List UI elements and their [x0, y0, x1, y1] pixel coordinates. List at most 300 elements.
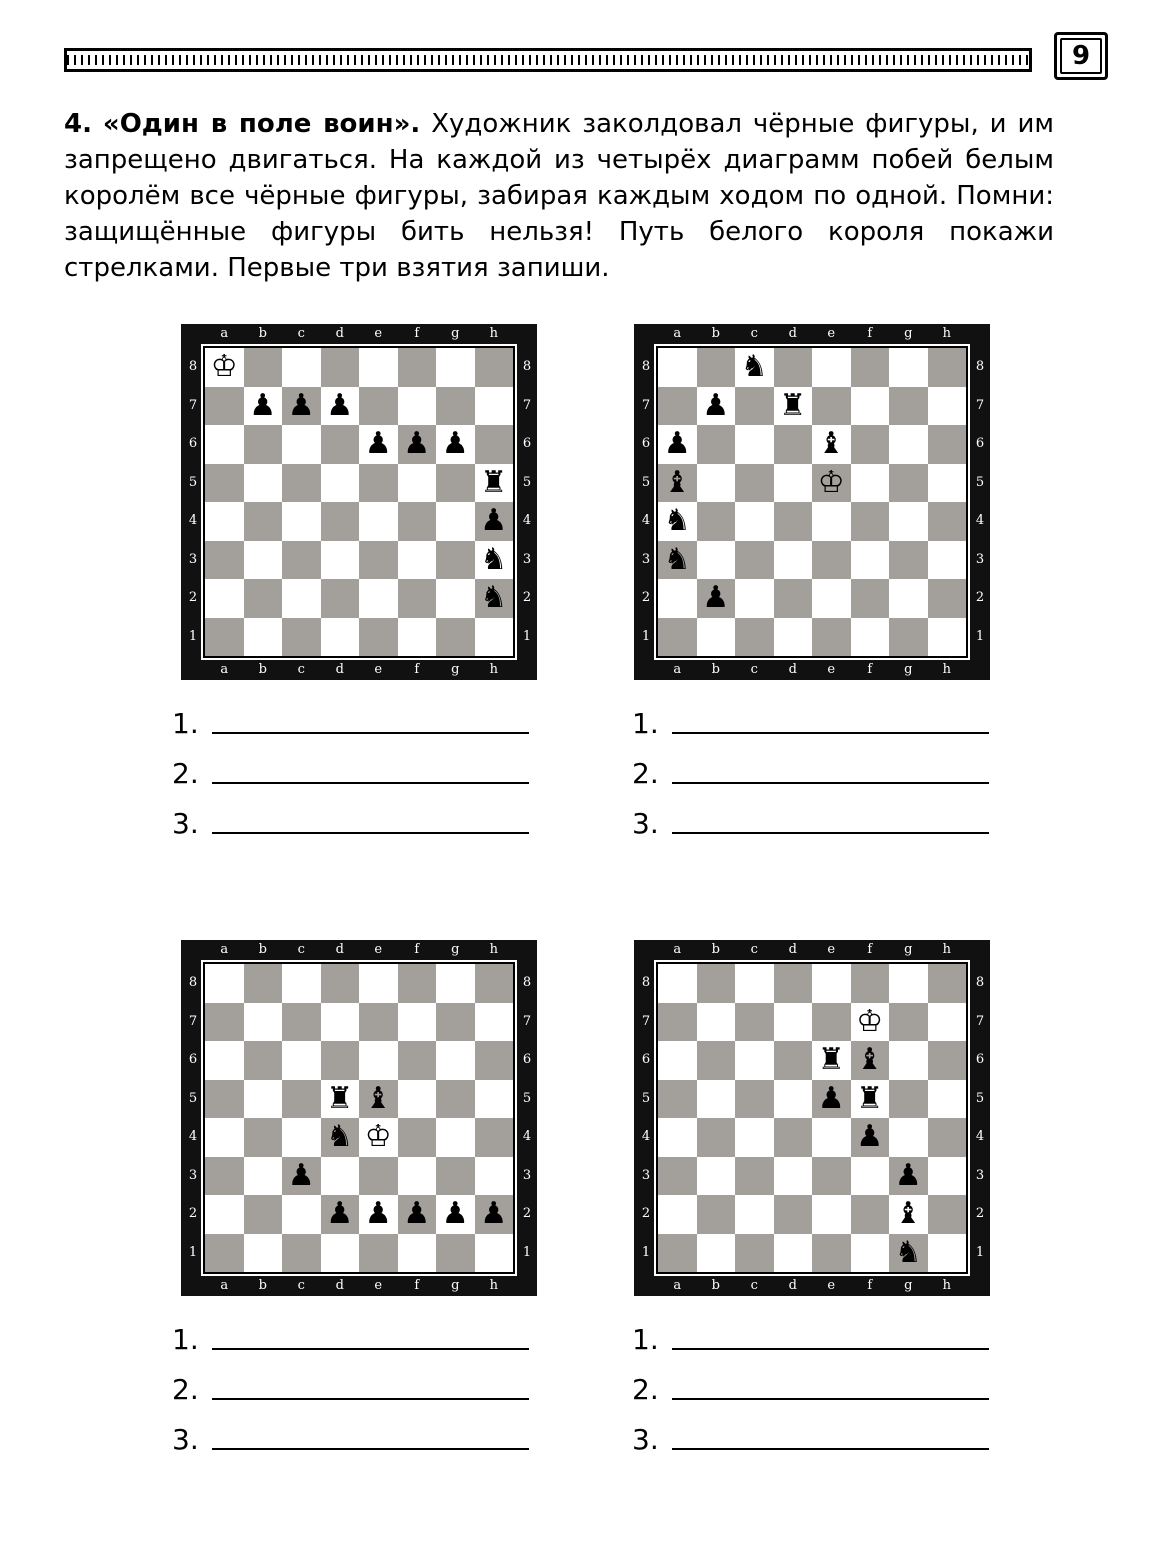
square-h8[interactable] [928, 348, 967, 387]
rank-label-8: 8 [975, 975, 985, 990]
square-d6[interactable] [321, 1041, 360, 1080]
square-e4[interactable] [812, 502, 851, 541]
square-d2[interactable] [774, 579, 813, 618]
square-f7[interactable] [851, 387, 890, 426]
file-label-g: g [904, 942, 913, 957]
square-d3[interactable] [321, 541, 360, 580]
chess-piece-icon: ♔ [817, 464, 845, 500]
square-a1[interactable] [658, 1234, 697, 1273]
square-h3[interactable] [475, 541, 514, 580]
square-f3[interactable] [851, 541, 890, 580]
square-e4[interactable] [359, 502, 398, 541]
square-h4[interactable] [928, 502, 967, 541]
square-f1[interactable] [398, 1234, 437, 1273]
square-g8[interactable] [889, 964, 928, 1003]
answer-blank[interactable] [212, 1368, 529, 1400]
square-g8[interactable] [889, 348, 928, 387]
square-g2[interactable] [889, 1195, 928, 1234]
square-g2[interactable] [436, 1195, 475, 1234]
square-d3[interactable] [774, 541, 813, 580]
square-e5[interactable] [812, 1080, 851, 1119]
square-f6[interactable] [851, 425, 890, 464]
square-d4[interactable] [321, 502, 360, 541]
square-a3[interactable] [658, 541, 697, 580]
square-b6[interactable] [697, 425, 736, 464]
square-b7[interactable] [697, 387, 736, 426]
square-f7[interactable] [398, 387, 437, 426]
square-a8[interactable] [658, 348, 697, 387]
square-g7[interactable] [436, 387, 475, 426]
square-c4[interactable] [282, 502, 321, 541]
square-g6[interactable] [889, 425, 928, 464]
square-e8[interactable] [812, 348, 851, 387]
square-h7[interactable] [928, 1003, 967, 1042]
square-h6[interactable] [475, 1041, 514, 1080]
answer-blank[interactable] [672, 752, 989, 784]
square-h7[interactable] [928, 387, 967, 426]
square-e2[interactable] [359, 1195, 398, 1234]
square-d2[interactable] [774, 1195, 813, 1234]
square-d4[interactable] [774, 1118, 813, 1157]
square-e8[interactable] [359, 348, 398, 387]
square-b3[interactable] [697, 1157, 736, 1196]
square-a4[interactable] [658, 502, 697, 541]
square-c1[interactable] [282, 1234, 321, 1273]
square-a5[interactable] [658, 464, 697, 503]
square-h4[interactable] [475, 502, 514, 541]
square-d1[interactable] [321, 1234, 360, 1273]
answer-blank[interactable] [212, 1318, 529, 1350]
square-h5[interactable] [928, 464, 967, 503]
answer-blank[interactable] [212, 752, 529, 784]
square-c4[interactable] [735, 502, 774, 541]
square-e3[interactable] [812, 1157, 851, 1196]
square-c1[interactable] [735, 1234, 774, 1273]
square-f2[interactable] [851, 1195, 890, 1234]
answer-number: 1. [632, 1323, 659, 1356]
square-g7[interactable] [889, 1003, 928, 1042]
rank-label-1: 1 [188, 1244, 198, 1260]
square-a5[interactable] [205, 464, 244, 503]
square-d7[interactable] [321, 1003, 360, 1042]
rank-label-5: 5 [641, 1090, 651, 1106]
square-g3[interactable] [889, 1157, 928, 1196]
square-c6[interactable] [735, 425, 774, 464]
square-c7[interactable] [282, 1003, 321, 1042]
square-g4[interactable] [436, 502, 475, 541]
square-c3[interactable] [282, 541, 321, 580]
square-h5[interactable] [475, 464, 514, 503]
square-e5[interactable] [359, 1080, 398, 1119]
square-f3[interactable] [851, 1157, 890, 1196]
rank-label-5: 5 [522, 1090, 532, 1106]
square-a8[interactable] [205, 964, 244, 1003]
square-e1[interactable] [812, 1234, 851, 1273]
square-c8[interactable] [282, 348, 321, 387]
square-e3[interactable] [359, 541, 398, 580]
file-label-f: f [414, 942, 420, 957]
answer-blank[interactable] [672, 702, 989, 734]
rank-label-6: 6 [188, 436, 198, 451]
square-e7[interactable] [359, 387, 398, 426]
chess-piece-icon: ♞ [894, 1234, 922, 1270]
square-c7[interactable] [282, 387, 321, 426]
square-f7[interactable] [398, 1003, 437, 1042]
square-c8[interactable] [282, 964, 321, 1003]
square-h7[interactable] [475, 1003, 514, 1042]
answer-number: 2. [632, 1373, 659, 1406]
square-f2[interactable] [398, 1195, 437, 1234]
square-f6[interactable] [398, 425, 437, 464]
square-b3[interactable] [244, 541, 283, 580]
answer-blank[interactable] [212, 702, 529, 734]
answer-line [632, 1356, 989, 1406]
square-c3[interactable] [735, 541, 774, 580]
square-c1[interactable] [282, 618, 321, 657]
square-b1[interactable] [697, 1234, 736, 1273]
square-g1[interactable] [889, 618, 928, 657]
square-b3[interactable] [697, 541, 736, 580]
square-b2[interactable] [244, 579, 283, 618]
square-h3[interactable] [928, 1157, 967, 1196]
square-f4[interactable] [398, 502, 437, 541]
square-c5[interactable] [735, 1080, 774, 1119]
square-f8[interactable] [398, 348, 437, 387]
square-f2[interactable] [851, 579, 890, 618]
square-a3[interactable] [205, 1157, 244, 1196]
square-d5[interactable] [321, 464, 360, 503]
square-e1[interactable] [812, 618, 851, 657]
square-g1[interactable] [436, 1234, 475, 1273]
square-c8[interactable] [735, 964, 774, 1003]
square-f5[interactable] [851, 1080, 890, 1119]
square-f2[interactable] [398, 579, 437, 618]
square-a6[interactable] [205, 1041, 244, 1080]
square-g8[interactable] [436, 964, 475, 1003]
square-e7[interactable] [812, 387, 851, 426]
square-c2[interactable] [735, 1195, 774, 1234]
square-f3[interactable] [398, 541, 437, 580]
square-c3[interactable] [282, 1157, 321, 1196]
square-a6[interactable] [658, 1041, 697, 1080]
square-c5[interactable] [735, 464, 774, 503]
square-d4[interactable] [774, 502, 813, 541]
square-e2[interactable] [812, 579, 851, 618]
square-a5[interactable] [658, 1080, 697, 1119]
square-d1[interactable] [774, 1234, 813, 1273]
square-g3[interactable] [889, 541, 928, 580]
square-c2[interactable] [282, 1195, 321, 1234]
square-g7[interactable] [889, 387, 928, 426]
square-a3[interactable] [658, 1157, 697, 1196]
square-c6[interactable] [735, 1041, 774, 1080]
square-d5[interactable] [774, 464, 813, 503]
square-g4[interactable] [436, 1118, 475, 1157]
square-e5[interactable] [359, 464, 398, 503]
answer-number: 3. [172, 1423, 199, 1456]
square-b1[interactable] [244, 1234, 283, 1273]
square-f6[interactable] [851, 1041, 890, 1080]
square-c6[interactable] [282, 425, 321, 464]
square-h4[interactable] [475, 1118, 514, 1157]
answer-blank[interactable] [212, 1418, 529, 1450]
square-h7[interactable] [475, 387, 514, 426]
square-b5[interactable] [244, 464, 283, 503]
square-b4[interactable] [697, 1118, 736, 1157]
square-e6[interactable] [359, 1041, 398, 1080]
square-e3[interactable] [812, 541, 851, 580]
square-b6[interactable] [697, 1041, 736, 1080]
square-a7[interactable] [658, 1003, 697, 1042]
square-f8[interactable] [398, 964, 437, 1003]
square-a2[interactable] [205, 1195, 244, 1234]
square-a4[interactable] [205, 502, 244, 541]
square-h1[interactable] [475, 1234, 514, 1273]
square-b4[interactable] [697, 502, 736, 541]
square-g6[interactable] [436, 1041, 475, 1080]
square-a1[interactable] [205, 618, 244, 657]
square-b2[interactable] [697, 1195, 736, 1234]
square-c8[interactable] [735, 348, 774, 387]
square-g3[interactable] [436, 541, 475, 580]
square-b5[interactable] [244, 1080, 283, 1119]
square-e6[interactable] [812, 425, 851, 464]
square-h1[interactable] [928, 1234, 967, 1273]
square-f8[interactable] [851, 964, 890, 1003]
square-f8[interactable] [851, 348, 890, 387]
square-f4[interactable] [851, 502, 890, 541]
square-e6[interactable] [359, 425, 398, 464]
square-h4[interactable] [928, 1118, 967, 1157]
square-f5[interactable] [398, 1080, 437, 1119]
square-c1[interactable] [735, 618, 774, 657]
square-f1[interactable] [398, 618, 437, 657]
square-b4[interactable] [244, 1118, 283, 1157]
square-h6[interactable] [928, 1041, 967, 1080]
answer-blank[interactable] [672, 802, 989, 834]
square-c7[interactable] [735, 1003, 774, 1042]
chess-piece-icon: ♜ [817, 1042, 845, 1078]
board-grid [205, 964, 513, 1272]
square-h2[interactable] [475, 579, 514, 618]
square-d8[interactable] [774, 964, 813, 1003]
square-b6[interactable] [244, 425, 283, 464]
square-d1[interactable] [321, 618, 360, 657]
square-b8[interactable] [244, 348, 283, 387]
square-c4[interactable] [282, 1118, 321, 1157]
square-d1[interactable] [774, 618, 813, 657]
square-b5[interactable] [697, 464, 736, 503]
square-e4[interactable] [812, 1118, 851, 1157]
square-g5[interactable] [889, 464, 928, 503]
square-a6[interactable] [205, 425, 244, 464]
square-e2[interactable] [812, 1195, 851, 1234]
file-label-a: a [220, 942, 229, 957]
square-g1[interactable] [436, 618, 475, 657]
square-h6[interactable] [928, 425, 967, 464]
square-e2[interactable] [359, 579, 398, 618]
square-h2[interactable] [928, 1195, 967, 1234]
answer-number: 1. [632, 707, 659, 740]
square-g2[interactable] [889, 579, 928, 618]
square-d8[interactable] [321, 348, 360, 387]
square-g6[interactable] [889, 1041, 928, 1080]
chess-piece-icon: ♟ [364, 426, 392, 462]
square-a8[interactable] [658, 964, 697, 1003]
square-g7[interactable] [436, 1003, 475, 1042]
square-b8[interactable] [244, 964, 283, 1003]
answer-blank[interactable] [672, 1318, 989, 1350]
square-e6[interactable] [812, 1041, 851, 1080]
file-label-a: a [673, 942, 682, 957]
square-b1[interactable] [697, 618, 736, 657]
square-b5[interactable] [697, 1080, 736, 1119]
square-a3[interactable] [205, 541, 244, 580]
square-f5[interactable] [398, 464, 437, 503]
square-f7[interactable] [851, 1003, 890, 1042]
square-d2[interactable] [321, 1195, 360, 1234]
rank-label-4: 4 [188, 513, 198, 528]
square-f5[interactable] [851, 464, 890, 503]
square-h6[interactable] [475, 425, 514, 464]
square-a2[interactable] [658, 579, 697, 618]
square-a2[interactable] [658, 1195, 697, 1234]
square-b2[interactable] [697, 579, 736, 618]
square-d5[interactable] [321, 1080, 360, 1119]
square-d6[interactable] [774, 425, 813, 464]
square-b6[interactable] [244, 1041, 283, 1080]
square-g1[interactable] [889, 1234, 928, 1273]
answer-blank[interactable] [212, 802, 529, 834]
square-a6[interactable] [658, 425, 697, 464]
square-h1[interactable] [928, 618, 967, 657]
square-g5[interactable] [436, 1080, 475, 1119]
square-a1[interactable] [658, 618, 697, 657]
answer-blank[interactable] [672, 1418, 989, 1450]
square-c7[interactable] [735, 387, 774, 426]
rank-label-8: 8 [188, 975, 198, 990]
square-h5[interactable] [928, 1080, 967, 1119]
square-a7[interactable] [658, 387, 697, 426]
square-f3[interactable] [398, 1157, 437, 1196]
square-g3[interactable] [436, 1157, 475, 1196]
square-c5[interactable] [282, 464, 321, 503]
square-e8[interactable] [812, 964, 851, 1003]
square-g8[interactable] [436, 348, 475, 387]
square-c2[interactable] [735, 579, 774, 618]
rank-label-4: 4 [975, 513, 985, 528]
square-d7[interactable] [774, 1003, 813, 1042]
square-b1[interactable] [244, 618, 283, 657]
square-g6[interactable] [436, 425, 475, 464]
square-d3[interactable] [321, 1157, 360, 1196]
square-b2[interactable] [244, 1195, 283, 1234]
square-e7[interactable] [812, 1003, 851, 1042]
square-g4[interactable] [889, 502, 928, 541]
square-b7[interactable] [244, 1003, 283, 1042]
square-f1[interactable] [851, 618, 890, 657]
square-d3[interactable] [774, 1157, 813, 1196]
chess-board-1 [181, 324, 537, 680]
square-a8[interactable] [205, 348, 244, 387]
square-d7[interactable] [321, 387, 360, 426]
chess-piece-icon: ♞ [480, 541, 508, 577]
square-c5[interactable] [282, 1080, 321, 1119]
file-label-f: f [867, 1278, 873, 1293]
square-c4[interactable] [735, 1118, 774, 1157]
square-f1[interactable] [851, 1234, 890, 1273]
square-h1[interactable] [475, 618, 514, 657]
square-h8[interactable] [475, 964, 514, 1003]
square-b3[interactable] [244, 1157, 283, 1196]
square-b8[interactable] [697, 348, 736, 387]
square-d6[interactable] [321, 425, 360, 464]
rank-label-4: 4 [522, 1129, 532, 1144]
square-e1[interactable] [359, 618, 398, 657]
square-d7[interactable] [774, 387, 813, 426]
square-g4[interactable] [889, 1118, 928, 1157]
answer-blank[interactable] [672, 1368, 989, 1400]
chess-piece-icon: ♟ [326, 387, 354, 423]
square-a4[interactable] [658, 1118, 697, 1157]
square-e4[interactable] [359, 1118, 398, 1157]
square-a5[interactable] [205, 1080, 244, 1119]
square-e7[interactable] [359, 1003, 398, 1042]
square-d8[interactable] [774, 348, 813, 387]
square-b7[interactable] [244, 387, 283, 426]
square-a1[interactable] [205, 1234, 244, 1273]
square-f4[interactable] [398, 1118, 437, 1157]
square-a7[interactable] [205, 387, 244, 426]
chess-piece-icon: ♟ [364, 1196, 392, 1232]
square-c3[interactable] [735, 1157, 774, 1196]
square-h5[interactable] [475, 1080, 514, 1119]
square-f4[interactable] [851, 1118, 890, 1157]
square-g2[interactable] [436, 579, 475, 618]
square-h3[interactable] [928, 541, 967, 580]
square-d4[interactable] [321, 1118, 360, 1157]
square-h8[interactable] [928, 964, 967, 1003]
square-h3[interactable] [475, 1157, 514, 1196]
rank-label-2: 2 [641, 1206, 651, 1221]
square-d8[interactable] [321, 964, 360, 1003]
square-b4[interactable] [244, 502, 283, 541]
square-d5[interactable] [774, 1080, 813, 1119]
square-b7[interactable] [697, 1003, 736, 1042]
square-g5[interactable] [436, 464, 475, 503]
square-c6[interactable] [282, 1041, 321, 1080]
square-a7[interactable] [205, 1003, 244, 1042]
chess-board-2 [634, 324, 990, 680]
square-e3[interactable] [359, 1157, 398, 1196]
square-e5[interactable] [812, 464, 851, 503]
square-h8[interactable] [475, 348, 514, 387]
square-f6[interactable] [398, 1041, 437, 1080]
square-a4[interactable] [205, 1118, 244, 1157]
square-h2[interactable] [475, 1195, 514, 1234]
square-a2[interactable] [205, 579, 244, 618]
answer-number: 3. [172, 807, 199, 840]
square-e1[interactable] [359, 1234, 398, 1273]
square-c2[interactable] [282, 579, 321, 618]
square-g5[interactable] [889, 1080, 928, 1119]
square-d6[interactable] [774, 1041, 813, 1080]
square-b8[interactable] [697, 964, 736, 1003]
square-h2[interactable] [928, 579, 967, 618]
answer-line [632, 790, 989, 840]
square-d2[interactable] [321, 579, 360, 618]
square-e8[interactable] [359, 964, 398, 1003]
